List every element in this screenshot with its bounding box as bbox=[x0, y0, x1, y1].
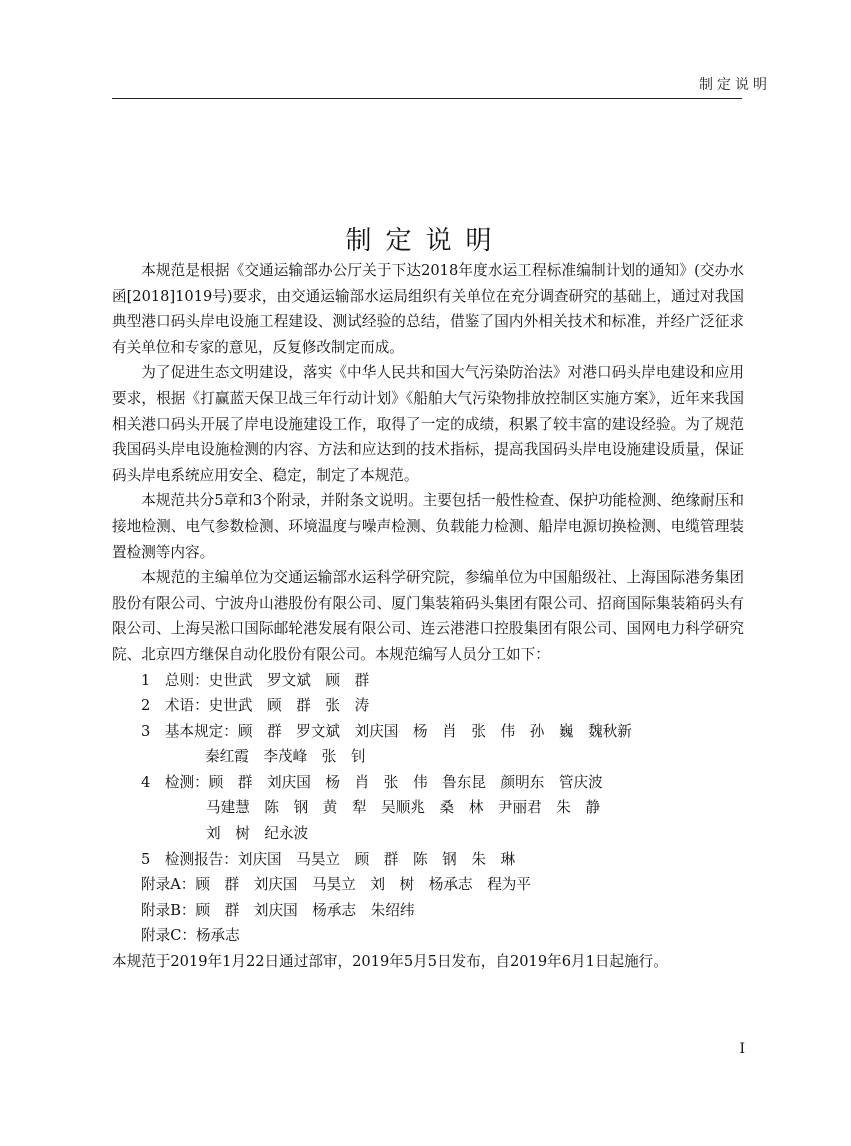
role-names: 顾 群 刘庆国 杨 肖 张 伟 鲁东昆 颜明东 管庆波 bbox=[208, 773, 603, 791]
paragraph-purpose: 为了促进生态文明建设，落实《中华人民共和国大气污染防治法》对港口码头岸电建设和应用要求，根据《打赢蓝天保卫战三年行动计划》《船舶大气污染物排放控制区实施方案》，近年来我国相关港口码头开展了岸电设施建设工作，取得了一定的成绩，积累了较丰富的建设经验。为了规范我国码头岸电设施检测的内容、方法和应达到的技术指标，提高我国码头岸电设施建设质量，保证码头岸电系统应用安全、稳定，制定了本规范。 bbox=[112, 364, 744, 484]
role-chapter-3 bbox=[112, 719, 744, 745]
role-label: 4 检测： bbox=[141, 773, 209, 791]
role-names: 秦红霞 李茂峰 张 钊 bbox=[205, 748, 366, 766]
body-text bbox=[112, 258, 744, 975]
role-names: 马建慧 陈 钢 黄 犁 吴顺兆 桑 林 尹丽君 朱 静 bbox=[206, 799, 601, 817]
role-label: 1 总则： bbox=[141, 671, 209, 689]
appendix-b-authors: 附录B：顾 群 刘庆国 杨承志 朱绍纬 bbox=[141, 901, 415, 919]
appendix-a-authors: 附录A：顾 群 刘庆国 马昊立 刘 树 杨承志 程为平 bbox=[141, 876, 531, 894]
role-label: 2 术语： bbox=[141, 697, 209, 715]
paragraph-units: 本规范的主编单位为交通运输部水运科学研究院，参编单位为中国船级社、上海国际港务集团股份有限公司、宁波舟山港股份有限公司、厦门集装箱码头集团有限公司、招商国际集装箱码头有限公司、上海吴淞口国际邮轮港发展有限公司、连云港港口控股集团有限公司、国网电力科学研究院、北京四方继保自动化股份有限公司。本规范编写人员分工如下： bbox=[112, 569, 744, 663]
paragraph-basis: 本规范是根据《交通运输部办公厅关于下达2018年度水运工程标准编制计划的通知》(交办水函[2018]1019号)要求，由交通运输部水运局组织有关单位在充分调查研究的基础上，通过对我国典型港口码头岸电设施工程建设、测试经验的总结，借鉴了国内外相关技术和标准，并经广泛征求有关单位和专家的意见，反复修改制定而成。 bbox=[112, 262, 744, 356]
role-chapter-5 bbox=[112, 847, 744, 873]
role-names: 刘 树 纪永波 bbox=[206, 825, 309, 843]
appendix-c-authors: 附录C：杨承志 bbox=[141, 927, 240, 945]
role-chapter-3-cont bbox=[112, 744, 744, 770]
role-chapter-4-cont bbox=[112, 795, 744, 821]
role-names: 刘庆国 马昊立 顾 群 陈 钢 朱 琳 bbox=[237, 850, 516, 868]
role-names: 史世武 顾 群 张 涛 bbox=[208, 697, 370, 715]
page-number: I bbox=[739, 1041, 745, 1057]
role-chapter-4 bbox=[112, 770, 744, 796]
role-chapter-1 bbox=[112, 668, 744, 694]
paragraph-contents: 本规范共分5章和3个附录，并附条文说明。主要包括一般性检查、保护功能检测、绝缘耐压和接地检测、电气参数检测、环境温度与噪声检测、负载能力检测、船岸电源切换检测、电缆管理装置检测等内容。 bbox=[112, 492, 744, 561]
running-head: 制定说明 bbox=[699, 77, 771, 93]
role-names: 史世武 罗文斌 顾 群 bbox=[208, 671, 370, 689]
page-title: 制定说明 bbox=[345, 226, 506, 257]
paragraph-closing: 本规范于2019年1月22日通过部审，2019年5月5日发布，自2019年6月1日起施行。 bbox=[112, 953, 668, 971]
author-roles bbox=[112, 668, 744, 950]
role-label: 3 基本规定： bbox=[141, 722, 238, 740]
role-label: 5 检测报告： bbox=[141, 850, 238, 868]
header-rule bbox=[112, 98, 742, 99]
role-names: 顾 群 罗文斌 刘庆国 杨 肖 张 伟 孙 巍 魏秋新 bbox=[237, 722, 632, 740]
role-chapter-2 bbox=[112, 693, 744, 719]
role-chapter-4-cont bbox=[112, 821, 744, 847]
